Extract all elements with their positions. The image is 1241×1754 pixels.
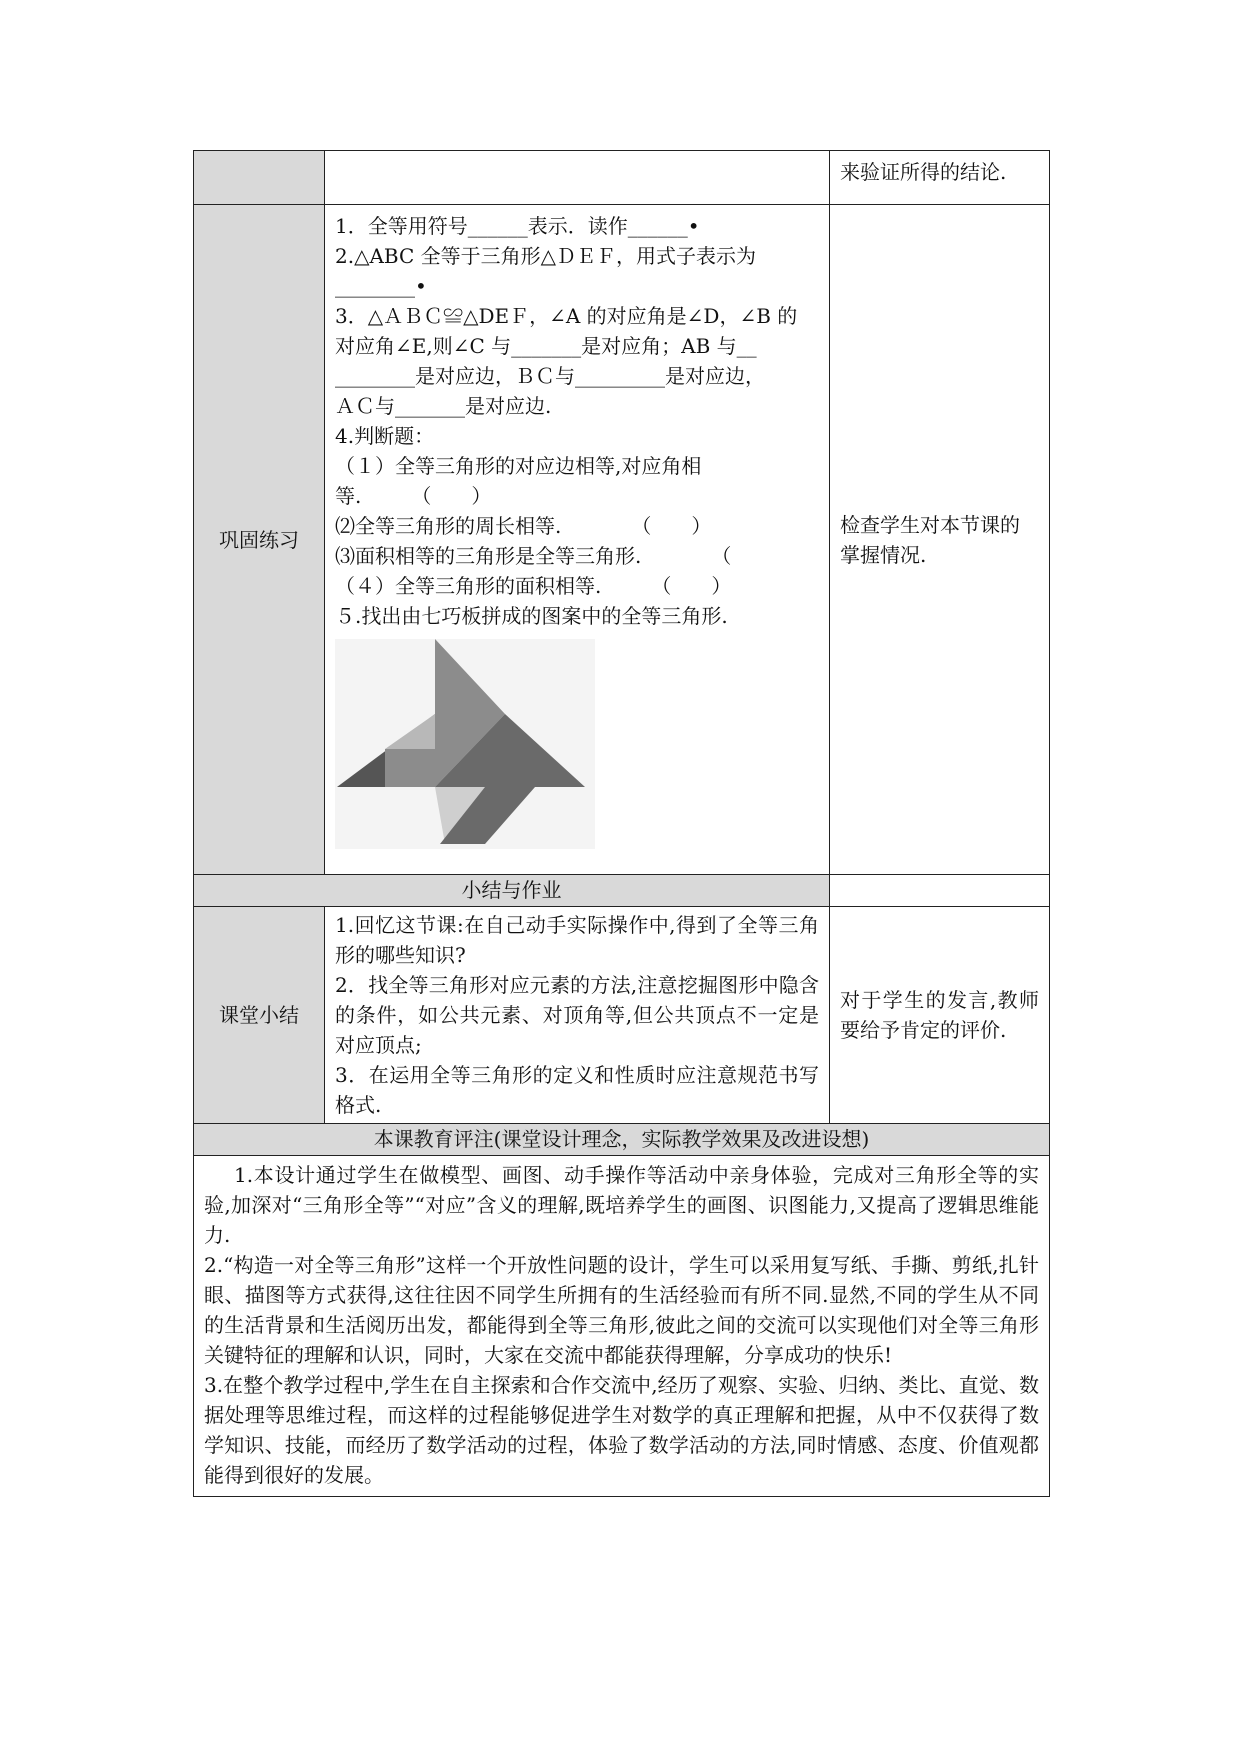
row-continuation (194, 151, 1050, 205)
practice-line-13: （４）全等三角形的面积相等. （ ） (335, 574, 732, 598)
practice-line-12: ⑶面积相等的三角形是全等三角形. （ (335, 544, 732, 568)
class-summary-remark-cell (830, 907, 1050, 1124)
practice-line-7: ＡＣ与_______是对应边. (335, 394, 552, 418)
practice-line-3: ________• (335, 274, 427, 298)
row-reflection-body (194, 1156, 1050, 1497)
row0-remark-cell (830, 151, 1050, 205)
row-summary-header (194, 875, 1050, 907)
reflection-paragraph-3: 3.在整个教学过程中,学生在自主探索和合作交流中,经历了观察、实验、归纳、类比、直觉、数据处理等思维过程，而这样的过程能够促进学生对数学的真正理解和把握，从中不仅获得了数学知识、技能，而经历了数学活动的过程，体验了数学活动的方法,同时情感、态度、价值观都能得到很好的发展。 (204, 1373, 1039, 1487)
practice-label: 巩固练习 (219, 527, 299, 552)
row-practice (194, 205, 1050, 875)
lesson-sheet (193, 150, 1049, 1497)
summary-header-empty-cell (830, 875, 1050, 907)
practice-line-10: 等. （ ） (335, 484, 492, 508)
practice-line-11: ⑵全等三角形的周长相等. （ ） (335, 514, 712, 538)
reflection-paragraph-2: 2.“构造一对全等三角形”这样一个开放性问题的设计，学生可以采用复写纸、手撕、剪纸,扎针眼、描图等方式获得,这往往因不同学生所拥有的生活经验而有所不同.显然,不同的学生从不同的生活背景和生活阅历出发，都能得到全等三角形,彼此之间的交流可以实现他们对全等三角形关键特征的理解和认识，同时，大家在交流中都能获得理解，分享成功的快乐! (204, 1253, 1039, 1367)
row-class-summary (194, 907, 1050, 1124)
practice-remark-cell (830, 205, 1050, 875)
practice-content-cell (325, 205, 830, 875)
practice-line-5: 对应角∠E,则∠C 与_______是对应角；AB 与__ (335, 334, 757, 358)
row0-remark-text: 来验证所得的结论. (840, 160, 1007, 184)
class-summary-label: 课堂小结 (219, 1003, 299, 1027)
class-summary-item-1: 1.回忆这节课:在自己动手实际操作中,得到了全等三角形的哪些知识? (335, 913, 819, 967)
reflection-header-cell (194, 1124, 1050, 1156)
practice-line-6: ________是对应边，ＢＣ与_________是对应边， (335, 364, 765, 388)
practice-label-cell (194, 205, 325, 875)
summary-header-cell (194, 875, 830, 907)
tangram-figure (335, 639, 595, 849)
row-reflection-header (194, 1124, 1050, 1156)
reflection-body-cell (194, 1156, 1050, 1497)
reflection-header: 本课教育评注(课堂设计理念，实际教学效果及改进设想) (373, 1127, 870, 1151)
class-summary-remark-text: 对于学生的发言,教师要给予肯定的评价. (840, 988, 1039, 1042)
practice-line-9: （１）全等三角形的对应边相等,对应角相 (335, 454, 702, 478)
practice-line-4: 3．△ＡＢＣ≌△DEＦ，∠A 的对应角是∠D，∠B 的 (335, 304, 798, 328)
practice-line-8: 4.判断题： (335, 424, 435, 448)
practice-remark-text: 检查学生对本节课的掌握情况. (840, 512, 1020, 567)
class-summary-content-cell (325, 907, 830, 1124)
practice-line-2: 2.△ABC 全等于三角形△ＤＥＦ，用式子表示为 (335, 244, 757, 268)
class-summary-item-3: 3．在运用全等三角形的定义和性质时应注意规范书写格式. (335, 1063, 819, 1117)
row0-label-cell (194, 151, 325, 205)
class-summary-item-2: 2．找全等三角形对应元素的方法,注意挖掘图形中隐含的条件，如公共元素、对顶角等,但公共顶点不一定是对应顶点; (335, 973, 819, 1057)
class-summary-label-cell (194, 907, 325, 1124)
tangram-square (385, 749, 435, 787)
practice-line-14: ５.找出由七巧板拼成的图案中的全等三角形. (335, 604, 728, 628)
row0-content-cell (325, 151, 830, 205)
practice-line-1: 1．全等用符号______表示．读作______• (335, 214, 700, 238)
summary-header: 小结与作业 (461, 878, 562, 902)
lesson-table (193, 150, 1050, 1497)
reflection-paragraph-1: 1.本设计通过学生在做模型、画图、动手操作等活动中亲身体验，完成对三角形全等的实验,加深对“三角形全等”“对应”含义的理解,既培养学生的画图、识图能力,又提高了逻辑思维能力. (204, 1163, 1039, 1247)
